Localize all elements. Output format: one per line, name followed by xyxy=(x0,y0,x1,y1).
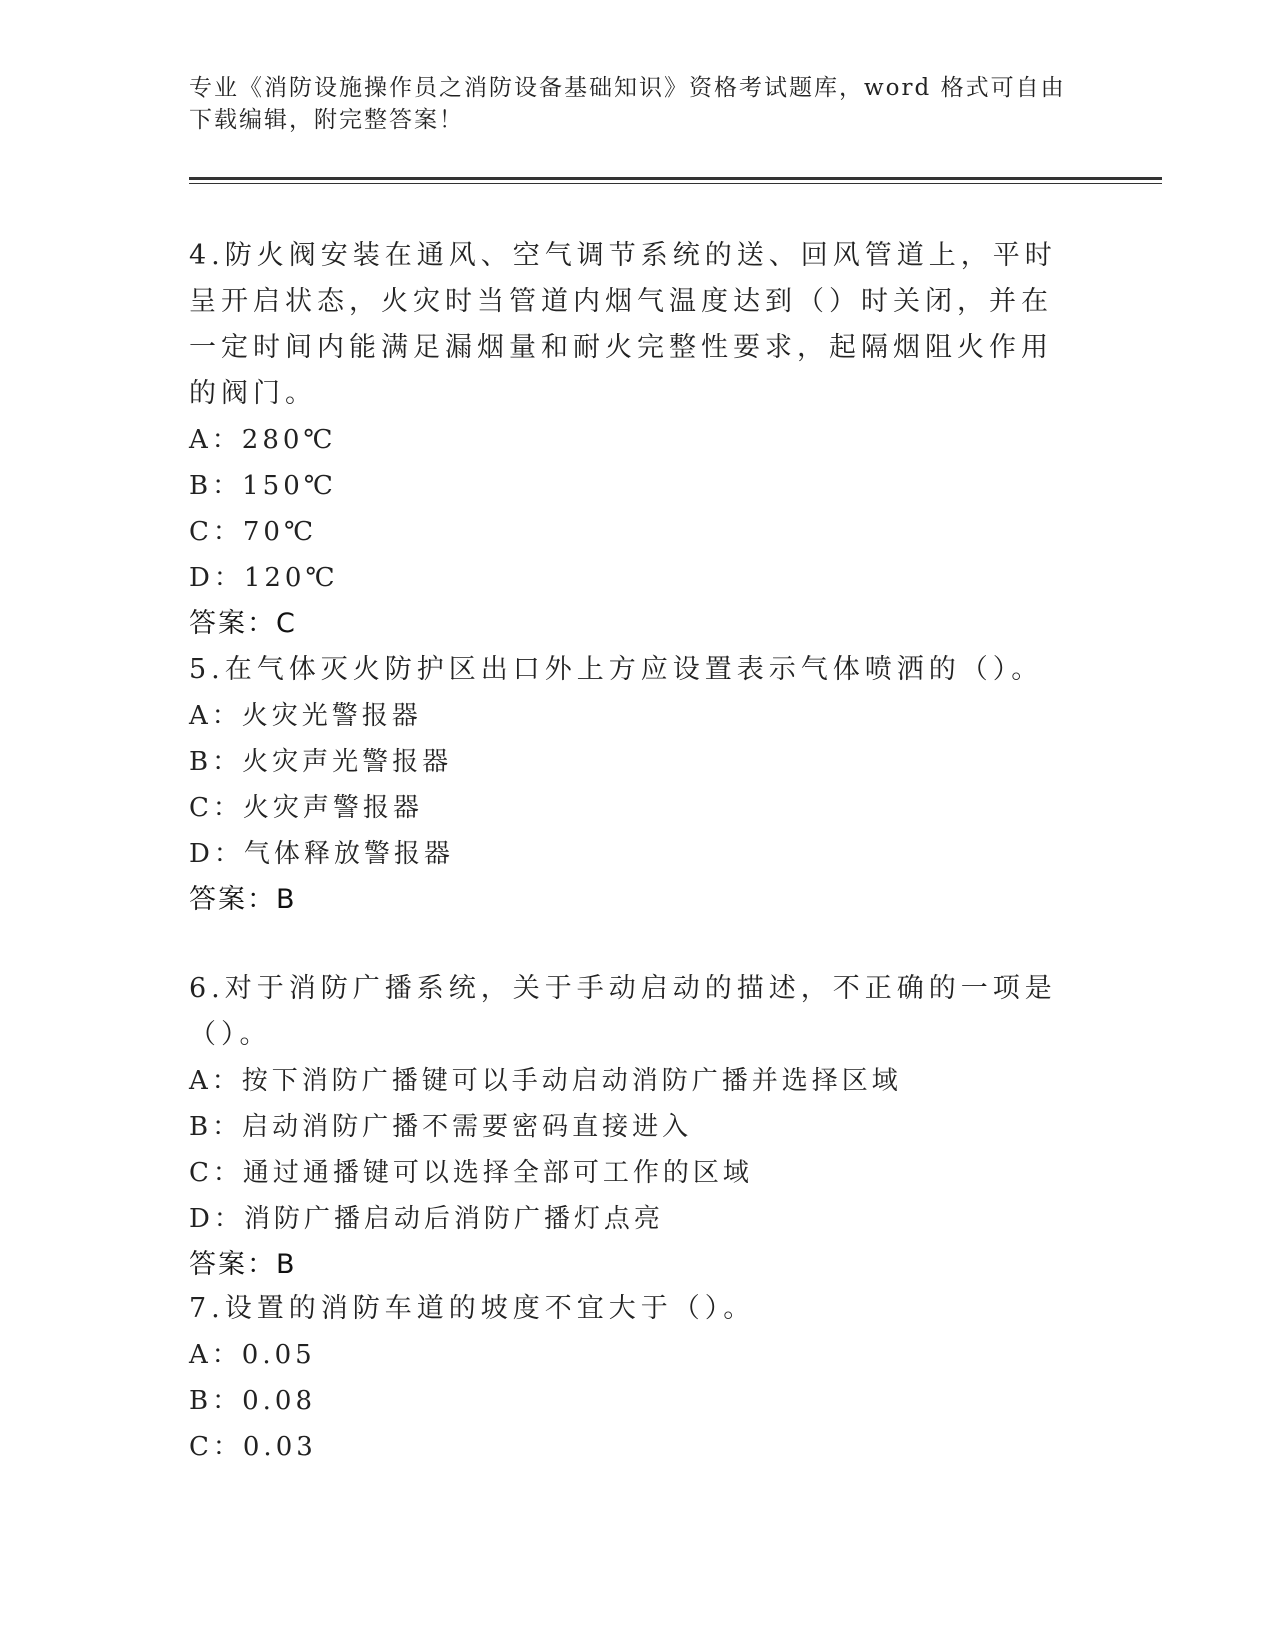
question-stem: 6.对于消防广播系统，关于手动启动的描述，不正确的一项是（）。 xyxy=(189,973,1057,1050)
question-stem: 4.防火阀安装在通风、空气调节系统的送、回风管道上，平时呈开启状态，火灾时当管道内烟气温度达到（）时关闭，并在一定时间内能满足漏烟量和耐火完整性要求，起隔烟阻火作用的阀门。 xyxy=(189,240,1057,409)
option-a: A：0.05 xyxy=(189,1340,316,1370)
option-a: A：火灾光警报器 xyxy=(189,701,422,731)
answer-line: 答案：B xyxy=(189,1249,297,1280)
question-4 xyxy=(189,233,1069,647)
option-c: C：0.03 xyxy=(189,1432,317,1462)
question-stem: 7.设置的消防车道的坡度不宜大于（）。 xyxy=(189,1293,756,1324)
option-c: C：70℃ xyxy=(189,517,318,547)
option-b: B：启动消防广播不需要密码直接进入 xyxy=(189,1112,693,1142)
answer-line: 答案：C xyxy=(189,608,297,639)
header-divider-thick xyxy=(189,177,1162,180)
header-divider-thin xyxy=(189,183,1162,184)
question-5 xyxy=(189,647,1069,923)
option-a: A：280℃ xyxy=(189,425,337,455)
question-stem: 5.在气体灭火防护区出口外上方应设置表示气体喷洒的（）。 xyxy=(189,654,1044,685)
option-b: B：火灾声光警报器 xyxy=(189,747,453,777)
question-6 xyxy=(189,966,1069,1288)
option-b: B：0.08 xyxy=(189,1386,316,1416)
document-header: 专业《消防设施操作员之消防设备基础知识》资格考试题库，word 格式可自由下载编辑，附完整答案！ xyxy=(189,75,1066,133)
option-c: C：火灾声警报器 xyxy=(189,793,423,823)
option-d: D：气体释放警报器 xyxy=(189,839,454,869)
option-c: C：通过通播键可以选择全部可工作的区域 xyxy=(189,1158,753,1188)
option-b: B：150℃ xyxy=(189,471,337,501)
answer-line: 答案：B xyxy=(189,884,297,915)
option-a: A：按下消防广播键可以手动启动消防广播并选择区域 xyxy=(189,1066,902,1096)
option-d: D：120℃ xyxy=(189,563,339,593)
question-7 xyxy=(189,1286,1069,1470)
option-d: D：消防广播启动后消防广播灯点亮 xyxy=(189,1204,664,1234)
